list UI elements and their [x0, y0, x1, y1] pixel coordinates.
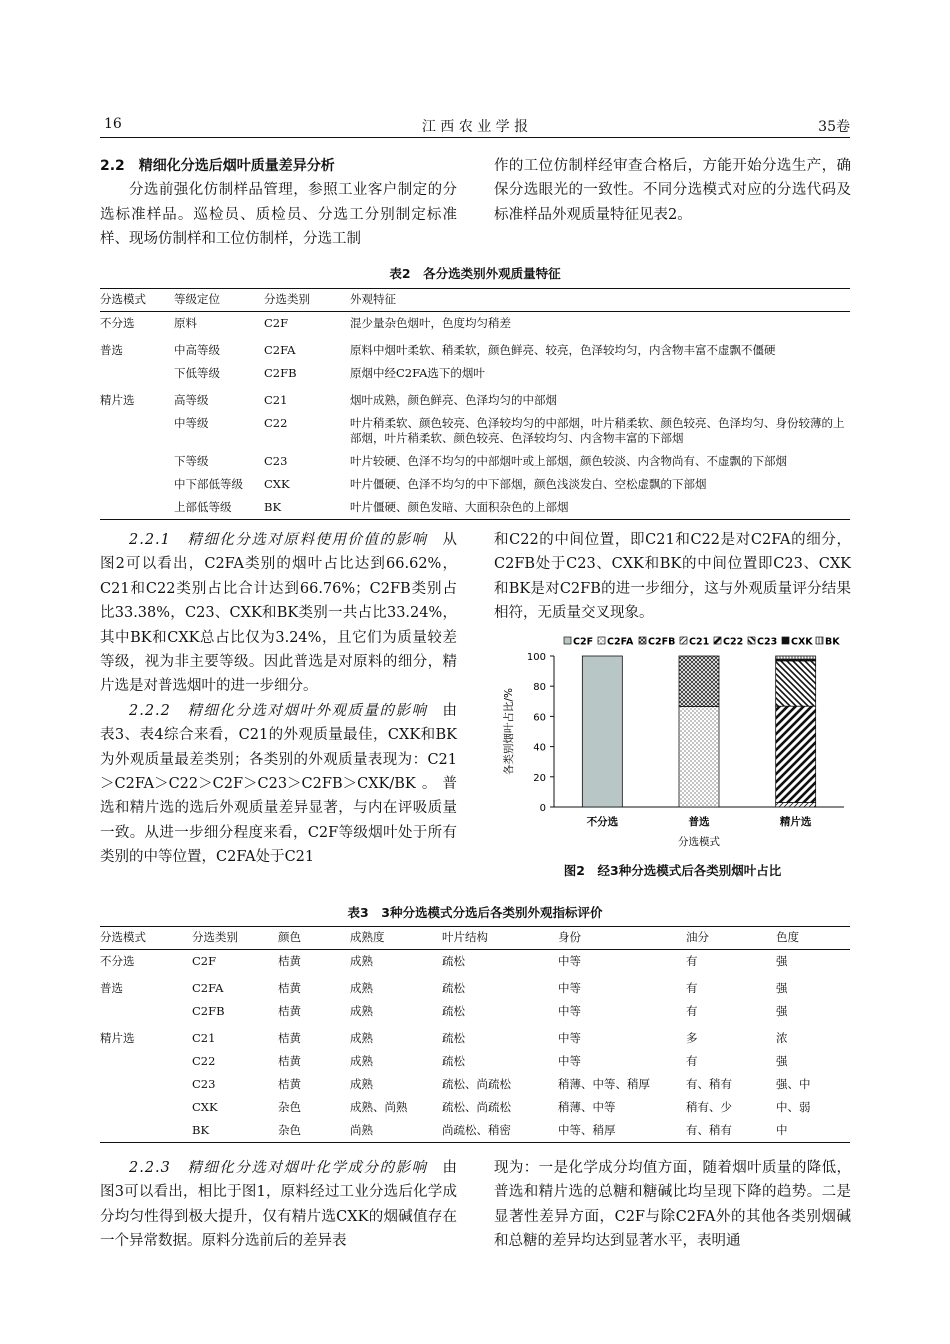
table3-cell: 桔黄	[278, 981, 301, 995]
table3-row	[100, 1096, 850, 1119]
header-rule	[100, 137, 850, 138]
table3-cell: 强	[776, 1004, 788, 1018]
legend-swatch-C23	[748, 637, 755, 644]
section-2-2-1-right-para: 和C22的中间位置，即C21和C22是对C2FA的细分，C2FB处于C23、CXK和BK的中间位置即C23、CXK和BK是对C2FB的进一步细分，这与外观质量评分结果相符，无质量交叉现象。	[494, 532, 851, 622]
table2-cell: 叶片僵硬、颜色发暗、大面积杂色的上部烟	[350, 496, 850, 520]
bar-C21-2	[776, 802, 816, 807]
y-tick-label: 20	[533, 772, 546, 784]
legend-swatch-CXK	[782, 637, 789, 644]
table3-cell: 中等	[558, 981, 581, 995]
table3-caption: 表3 3种分选模式分选后各类别外观指标评价	[347, 905, 603, 920]
table3-cell: 成熟	[350, 1031, 373, 1045]
table3-header-4: 叶片结构	[442, 927, 558, 950]
table2-cell: C2FB	[264, 366, 297, 380]
table2-row	[100, 362, 850, 385]
legend-label-C2F: C2F	[573, 636, 594, 648]
table2-cell	[100, 412, 174, 450]
y-tick-label: 0	[539, 803, 546, 814]
table3-cell: 稍有、少	[686, 1100, 732, 1114]
section-2-2-block	[100, 154, 457, 252]
section-2-2-2-heading: 2.2.2 精细化分选对烟叶外观质量的影响	[129, 702, 428, 719]
section-2-2-para-right: 作的工位仿制样经审查合格后，方能开始分选生产，确保分选眼光的一致性。不同分选模式对应的分选代码及标准样品外观质量特征见表2。	[494, 158, 851, 223]
table3-cell: 疏松	[442, 981, 465, 995]
table3-cell: 成熟	[350, 954, 373, 968]
table3-cell: 中等	[558, 1031, 581, 1045]
bar-BK-2	[776, 656, 816, 659]
table3-cell: 疏松、尚疏松	[442, 1077, 511, 1091]
table3-cell: 中、弱	[776, 1100, 811, 1114]
table3-cell: C2FB	[192, 1004, 225, 1018]
table3-cell: 疏松	[442, 954, 465, 968]
table2-cell: C23	[264, 454, 288, 468]
table2-cell: 下低等级	[174, 366, 220, 380]
table2-cell: C22	[264, 416, 288, 430]
left-middle-column	[100, 528, 457, 870]
section-2-2-2-para: 由表3、表4综合来看，C21的外观质量最佳，CXK和BK为外观质量最差类别；各类别的外观质量表现为：C21＞C2FA＞C22＞C2F＞C23＞C2FB＞CXK/BK。普选和精片选的选后外观质量差异显著，与内在评吸质量一致。从进一步细分程度来看，C2F等级烟叶处于所有类别的中等位置，C2FA处于C21	[100, 702, 457, 866]
legend-label-C2FB: C2FB	[648, 636, 676, 648]
table3-header-2: 颜色	[278, 927, 350, 950]
section-2-2-3-right: 现为：一是化学成分均值方面，随着烟叶质量的降低，普选和精片选的总糖和糖碱比均呈现下降的趋势。二是显著性差异方面，C2F与除C2FA外的其他各类别烟碱和总糖的差异均达到显著水平，表明通	[494, 1160, 851, 1250]
table3-cell: 中等、稍厚	[558, 1119, 686, 1143]
table2-row	[100, 385, 850, 412]
legend-label-BK: BK	[825, 636, 840, 648]
table3-cell: C2F	[192, 954, 217, 968]
volume: 35卷	[818, 119, 850, 135]
table3-cell: 杂色	[278, 1100, 301, 1114]
table2-header-1: 等级定位	[174, 289, 264, 312]
x-tick-label: 普选	[688, 816, 710, 828]
legend-swatch-C22	[714, 637, 721, 644]
y-tick-label: 60	[533, 712, 546, 724]
table2-cell	[100, 496, 174, 520]
table3-cell: 有	[686, 954, 698, 968]
table2-cell: BK	[264, 496, 350, 520]
bar-C2F-0	[582, 656, 622, 807]
table3-row	[100, 1073, 850, 1096]
figure2-chart	[494, 632, 854, 884]
page-number: 16	[104, 116, 122, 132]
section-2-2-3-para: 由图3可以看出，相比于图1，原料经过工业分选后化学成分均匀性得到极大提升，仅有精片选CXK的烟碱值存在一个异常数据。原料分选前后的差异表	[100, 1160, 457, 1250]
table3-cell: 桔黄	[278, 1054, 301, 1068]
table3-cell: 桔黄	[278, 1031, 301, 1045]
section-2-2-3-left	[100, 1156, 457, 1254]
table2-cell: 不分选	[100, 316, 135, 330]
table2-row	[100, 335, 850, 362]
bar-C22-2	[776, 706, 816, 802]
table3-header-5: 身份	[558, 927, 686, 950]
figure2-caption: 图2 经3种分选模式后各类别烟叶占比	[563, 863, 782, 878]
table3-cell: 不分选	[100, 954, 135, 968]
table2-cell: 高等级	[174, 393, 209, 407]
table3-cell: 尚熟	[350, 1119, 442, 1143]
y-tick-label: 40	[533, 742, 546, 754]
table2-cell: 中等级	[174, 416, 209, 430]
table3-cell: 杂色	[278, 1119, 350, 1143]
table3-cell: 强	[776, 954, 788, 968]
legend-label-C2FA: C2FA	[607, 636, 634, 648]
table3-cell: BK	[192, 1119, 278, 1143]
table3-cell: 稍薄、中等	[558, 1100, 616, 1114]
legend-label-CXK: CXK	[791, 636, 813, 648]
section-2-2-3-heading: 2.2.3 精细化分选对烟叶化学成分的影响	[129, 1160, 428, 1176]
table2-row	[100, 450, 850, 473]
table3-cell: 成熟	[350, 1054, 373, 1068]
table3-cell: C23	[192, 1077, 216, 1091]
section-2-2-heading: 2.2 精细化分选后烟叶质量差异分析	[100, 158, 335, 174]
table3-cell: 桔黄	[278, 954, 301, 968]
legend-swatch-C21	[680, 637, 687, 644]
legend-swatch-BK	[816, 637, 823, 644]
x-tick-label: 不分选	[586, 816, 619, 828]
table2-cell: 精片选	[100, 393, 135, 407]
x-tick-label: 精片选	[779, 816, 812, 828]
table3-row	[100, 1000, 850, 1023]
table2-cell: 下等级	[174, 454, 209, 468]
journal-title: 江 西 农 业 学 报	[421, 119, 529, 135]
table3-cell: 中等	[558, 1004, 581, 1018]
table3-cell: C2FA	[192, 981, 224, 995]
table2-header-2: 分选类别	[264, 289, 350, 312]
table2-cell: 普选	[100, 343, 123, 357]
table3-row	[100, 1050, 850, 1073]
table3-cell: 成熟	[350, 1077, 373, 1091]
table2-cell: 原烟中经C2FA选下的烟叶	[350, 366, 485, 380]
legend-label-C21: C21	[689, 636, 710, 648]
table3-cell: 疏松、尚疏松	[442, 1100, 511, 1114]
y-tick-label: 100	[526, 652, 546, 663]
table2	[100, 288, 850, 520]
table3-cell: 多	[686, 1031, 698, 1045]
section-2-2-1-heading: 2.2.1 精细化分选对原料使用价值的影响	[129, 532, 428, 548]
table3-cell: 中等	[558, 1054, 581, 1068]
table3-cell: CXK	[192, 1100, 218, 1114]
table2-header-0: 分选模式	[100, 289, 174, 312]
table3-cell: 有	[686, 981, 698, 995]
table3-cell: 疏松	[442, 1031, 465, 1045]
table3-cell	[100, 1000, 192, 1023]
table3-cell	[100, 1119, 192, 1143]
table3-cell: 有	[686, 1004, 698, 1018]
legend-swatch-C2F	[564, 637, 571, 644]
table3	[100, 926, 850, 1143]
table2-caption: 表2 各分选类别外观质量特征	[389, 266, 561, 281]
table2-cell: 叶片较硬、色泽不均匀的中部烟叶或上部烟，颜色较淡、内含物尚有、不虚飘的下部烟	[350, 454, 787, 468]
table3-row	[100, 950, 850, 974]
table3-cell: 有、稍有	[686, 1119, 776, 1143]
table3-cell: 中等	[558, 954, 581, 968]
table2-cell: C2FA	[264, 343, 296, 357]
table2-header-3: 外观特征	[350, 289, 850, 312]
table2-cell: C2F	[264, 316, 289, 330]
table2-cell: 原料中烟叶柔软、稍柔软，颜色鲜亮、较亮，色泽较均匀，内含物丰富不虚飘不僵硬	[350, 343, 776, 357]
table3-header-3: 成熟度	[350, 927, 442, 950]
table3-cell: 桔黄	[278, 1077, 301, 1091]
table2-cell: C21	[264, 393, 288, 407]
table2-cell: 混少量杂色烟叶，色度均匀稍差	[350, 316, 511, 330]
table3-cell: 疏松	[442, 1004, 465, 1018]
legend-label-C23: C23	[757, 636, 778, 648]
table3-cell: 精片选	[100, 1031, 135, 1045]
table2-row	[100, 496, 850, 520]
table3-cell	[100, 1073, 192, 1096]
table3-cell	[100, 1096, 192, 1119]
bar-C23-2	[776, 661, 816, 706]
table2-row	[100, 473, 850, 496]
table2-cell: CXK	[264, 477, 290, 491]
table3-row	[100, 1023, 850, 1050]
table3-header-7: 色度	[776, 927, 850, 950]
table3-row	[100, 1119, 850, 1143]
table2-cell: 中下部低等级	[174, 477, 243, 491]
table3-cell: 浓	[776, 1031, 788, 1045]
table3-cell: 强	[776, 981, 788, 995]
table3-header-0: 分选模式	[100, 927, 192, 950]
bar-C2FB-1	[679, 656, 719, 706]
section-2-2-1-para: 从图2可以看出，C2FA类别的烟叶占比达到66.62%，C21和C22类别占比合计达到66.76%；C2FB类别占比33.38%，C23、CXK和BK类别一共占比33.24%，其中BK和CXK总占比仅为3.24%，且它们为质量较差等级，视为非主要等级。因此普选是对原料的细分，精片选是对普选烟叶的进一步细分。	[100, 532, 457, 695]
table3-header-1: 分选类别	[192, 927, 278, 950]
table2-row	[100, 412, 850, 450]
table2-cell: 烟叶成熟，颜色鲜亮、色泽均匀的中部烟	[350, 393, 557, 407]
table3-cell	[100, 1050, 192, 1073]
table3-cell: 有、稍有	[686, 1077, 732, 1091]
table3-cell: 有	[686, 1054, 698, 1068]
table2-cell: 叶片僵硬、色泽不均匀的中下部烟，颜色浅淡发白、空松虚飘的下部烟	[350, 477, 707, 491]
table3-cell: 成熟	[350, 1004, 373, 1018]
table3-cell: 成熟、尚熟	[350, 1100, 408, 1114]
table2-row	[100, 312, 850, 336]
table3-cell: 桔黄	[278, 1004, 301, 1018]
legend-swatch-C2FA	[598, 637, 605, 644]
table3-cell: C22	[192, 1054, 216, 1068]
table3-cell: 强、中	[776, 1077, 811, 1091]
table2-cell: 上部低等级	[174, 496, 264, 520]
y-axis-label: 各类别烟叶占比/%	[503, 687, 515, 776]
table3-cell: 中	[776, 1119, 850, 1143]
y-tick-label: 80	[533, 682, 546, 694]
table3-row	[100, 973, 850, 1000]
table3-cell: 尚疏松、稍密	[442, 1119, 558, 1143]
table3-cell: 疏松	[442, 1054, 465, 1068]
table3-cell: 强	[776, 1054, 788, 1068]
legend-label-C22: C22	[723, 636, 744, 648]
legend-swatch-C2FB	[639, 637, 646, 644]
bar-C2FA-1	[679, 706, 719, 807]
table2-cell: 原料	[174, 316, 197, 330]
table2-cell: 中高等级	[174, 343, 220, 357]
table3-header-6: 油分	[686, 927, 776, 950]
x-axis-label: 分选模式	[678, 836, 720, 848]
table2-cell	[100, 473, 174, 496]
table2-cell	[100, 450, 174, 473]
table3-cell: 成熟	[350, 981, 373, 995]
table3-cell: 普选	[100, 981, 123, 995]
table2-cell	[100, 362, 174, 385]
table3-cell: C21	[192, 1031, 216, 1045]
table2-cell: 叶片稍柔软、颜色较亮、色泽较均匀的中部烟，叶片稍柔软、颜色较亮、色泽均匀、身份较薄的上部烟，叶片稍柔软、颜色较亮、色泽较均匀、内含物丰富的下部烟	[350, 416, 845, 445]
table3-cell: 稍薄、中等、稍厚	[558, 1077, 650, 1091]
section-2-2-para-left: 分选前强化仿制样品管理，参照工业客户制定的分选标准样品。巡检员、质检员、分选工分别制定标准样、现场仿制样和工位仿制样，分选工制	[100, 182, 457, 248]
